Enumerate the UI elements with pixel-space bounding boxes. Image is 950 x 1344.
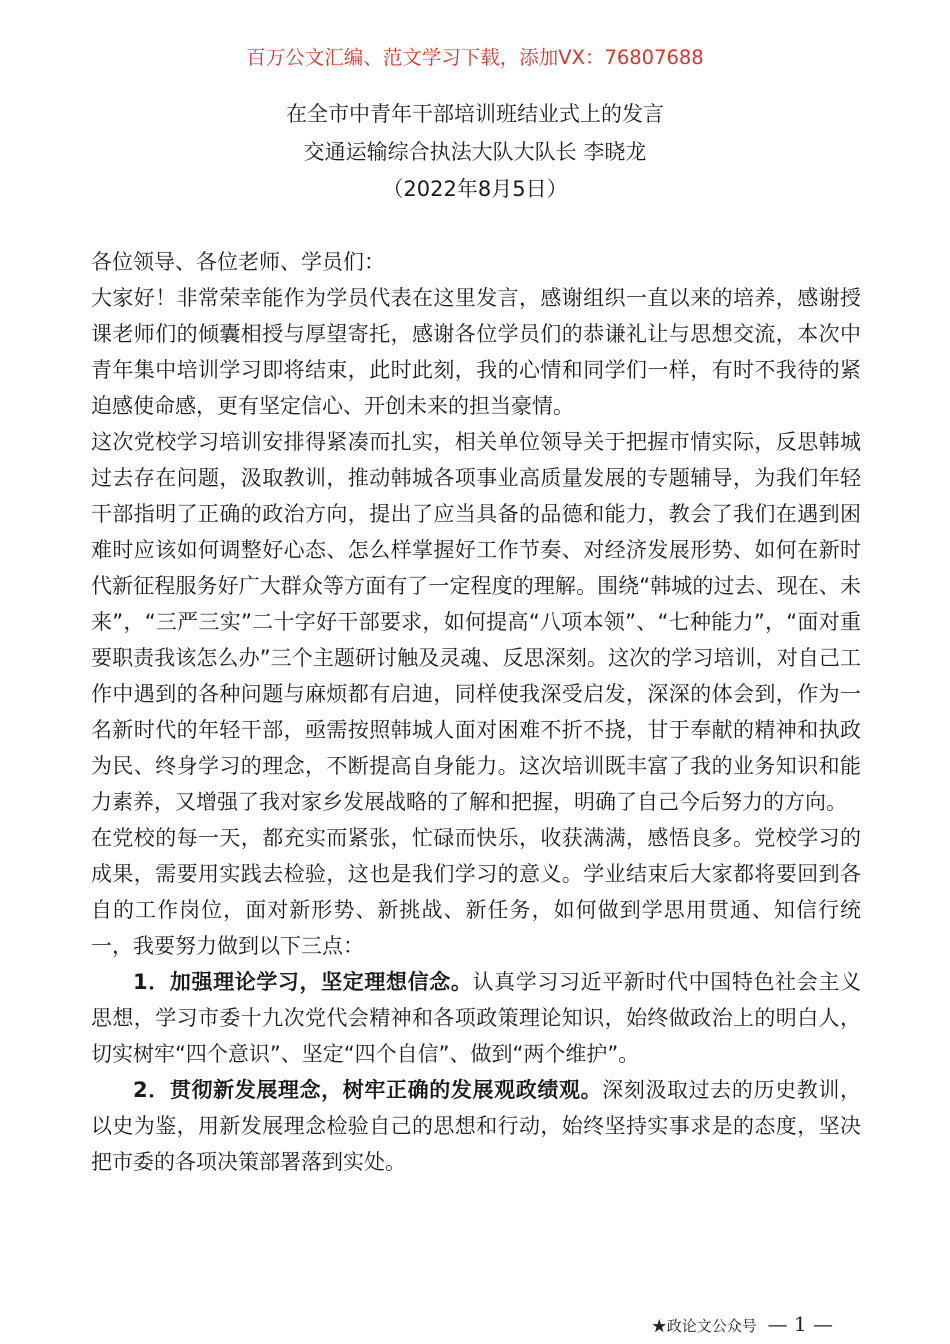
date-line: （2022年8月5日） bbox=[382, 177, 568, 201]
point-text: 深刻汲取过去的历史教训，以史为鉴，用新发展理念检验自己的思想和行动，始终坚持实事求是的态度，坚决把市委的各项决策部署落到实处。 bbox=[91, 1078, 861, 1174]
speaker-line: 交通运输综合执法大队大队长 李晓龙 bbox=[303, 140, 647, 164]
point-heading: 2．贯彻新发展理念，树牢正确的发展观政绩观。 bbox=[133, 1078, 603, 1102]
body-text bbox=[91, 244, 861, 1180]
paragraph: 大家好！非常荣幸能作为学员代表在这里发言，感谢组织一直以来的培养，感谢授课老师们的倾囊相授与厚望寄托，感谢各位学员们的恭谦礼让与思想交流，本次中青年集中培训学习即将结束，此时此刻，我的心情和同学们一样，有时不我待的紧迫感使命感，更有坚定信心、开创未来的担当豪情。 bbox=[91, 286, 861, 418]
watermark-text: 百万公文汇编、范文学习下载，添加VX：76807688 bbox=[246, 46, 704, 69]
salutation: 各位领导、各位老师、学员们： bbox=[91, 250, 385, 274]
point-item bbox=[91, 1072, 861, 1180]
point-heading: 1．加强理论学习，坚定理想信念。 bbox=[133, 970, 473, 994]
point-item bbox=[91, 964, 861, 1072]
document-title: 在全市中青年干部培训班结业式上的发言 bbox=[286, 102, 664, 126]
page-number: — 1 — bbox=[767, 1312, 833, 1336]
footer-source: ★政论文公众号 bbox=[651, 1317, 757, 1335]
point-text: 认真学习习近平新时代中国特色社会主义思想，学习市委十九次党代会精神和各项政策理论知识，始终做政治上的明白人，切实树牢“四个意识”、坚定“四个自信”、做到“两个维护”。 bbox=[91, 970, 861, 1066]
paragraph: 这次党校学习培训安排得紧凑而扎实，相关单位领导关于把握市情实际，反思韩城过去存在问题，汲取教训，推动韩城各项事业高质量发展的专题辅导，为我们年轻干部指明了正确的政治方向，提出了应当具备的品德和能力，教会了我们在遇到困难时应该如何调整好心态、怎么样掌握好工作节奏、对经济发展形势、如何在新时代新征程服务好广大群众等方面有了一定程度的理解。围绕“韩城的过去、现在、未来”，“三严三实”二十字好干部要求，如何提高“八项本领”、“七种能力”，“面对重要职责我该怎么办”三个主题研讨触及灵魂、反思深刻。这次的学习培训，对自己工作中遇到的各种问题与麻烦都有启迪，同样使我深受启发，深深的体会到，作为一名新时代的年轻干部，亟需按照韩城人面对困难不折不挠，甘于奉献的精神和执政为民、终身学习的理念，不断提高自身能力。这次培训既丰富了我的业务知识和能力素养，又增强了我对家乡发展战略的了解和把握，明确了自己今后努力的方向。 bbox=[91, 430, 861, 814]
paragraph: 在党校的每一天，都充实而紧张，忙碌而快乐，收获满满，感悟良多。党校学习的成果，需要用实践去检验，这也是我们学习的意义。学业结束后大家都将要回到各自的工作岗位，面对新形势、新挑战、新任务，如何做到学思用贯通、知信行统一，我要努力做到以下三点： bbox=[91, 826, 861, 958]
page-footer bbox=[652, 1311, 833, 1339]
